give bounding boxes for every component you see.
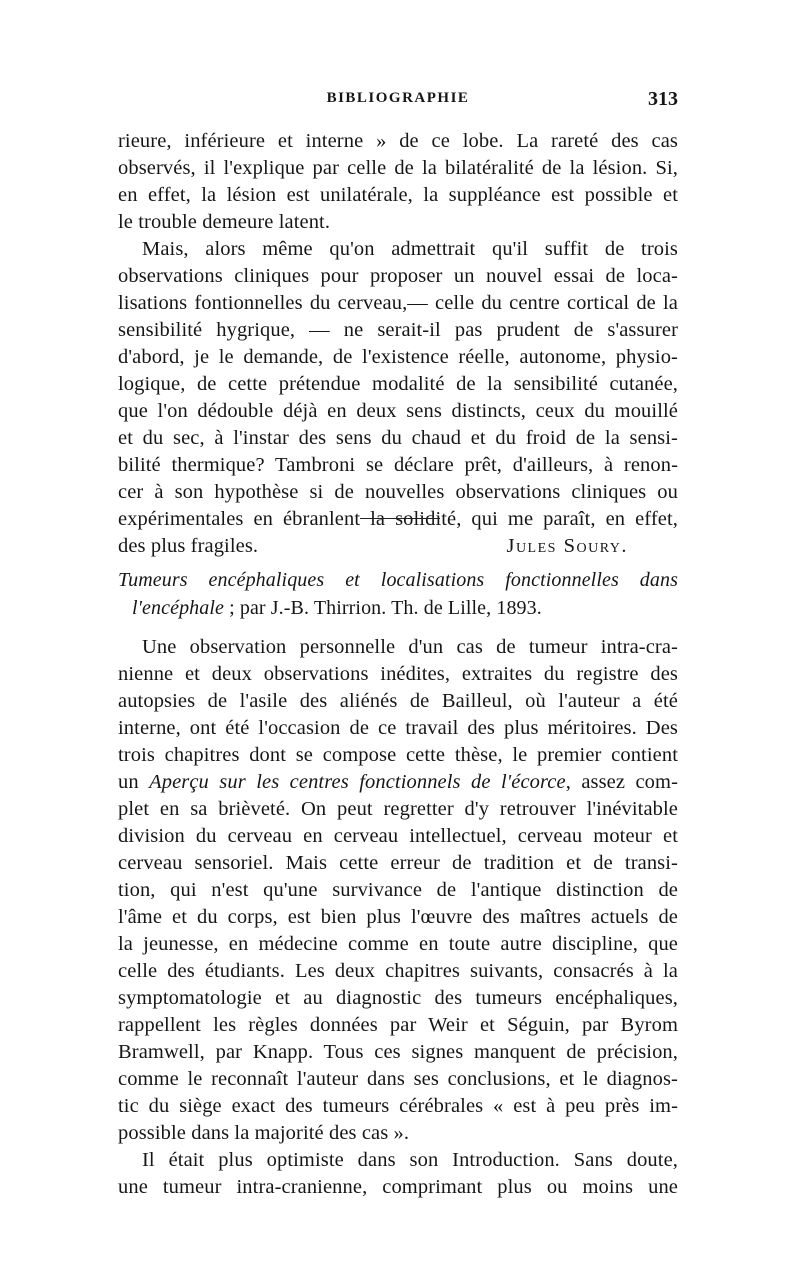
text-line: cerveau sensoriel. Mais cette erreur de tradition et de transi- [118,852,678,874]
text-line: logique, de cette prétendue modalité de la sensibilité cutanée, [118,373,678,395]
text-line [118,769,678,796]
text-line: en effet, la lésion est unilatérale, la suppléance est possible et [118,184,678,206]
text-line: sensibilité hygrique, — ne serait-il pas prudent de s'assurer [118,319,678,341]
text-line: l'âme et du corps, est bien plus l'œuvre des maîtres actuels de [118,906,678,928]
title-italic: l'encéphale [132,597,224,619]
text-line: que l'on dédouble déjà en deux sens distincts, ceux du mouillé [118,400,678,422]
review-1-body [118,128,678,560]
text-line: lisations fontionnelles du cerveau,— celle du centre cortical de la [118,292,678,314]
text-line: d'abord, je le demande, de l'existence réelle, autonome, physio- [118,346,678,368]
running-title: BIBLIOGRAPHIE [326,90,470,106]
text-line: celle des étudiants. Les deux chapitres suivants, consacrés à la [118,960,678,982]
review-2-body [118,634,678,1201]
text-line: tion, qui n'est qu'une survivance de l'antique distinction de [118,879,678,901]
text-fragment: , assez com- [565,771,678,793]
text-line: Mais, alors même qu'on admettrait qu'il suffit de trois [142,238,678,260]
text-line: Bramwell, par Knapp. Tous ces signes manquent de précision, [118,1041,678,1063]
title-line [118,566,678,594]
title-citation: ; par J.-B. Thirrion. Th. de Lille, 1893. [224,597,542,619]
text-line: observations cliniques pour proposer un nouvel essai de loca- [118,265,678,287]
text-line: interne, ont été l'occasion de ce travail des plus méritoires. Des [118,717,678,739]
text-line: Il était plus optimiste dans son Introduction. Sans doute, [142,1149,678,1171]
text-line: et du sec, à l'instar des sens du chaud et du froid de la sensi- [118,427,678,449]
text-line: Une observation personnelle d'un cas de tumeur intra-cra- [142,636,678,658]
text-line: symptomatologie et au diagnostic des tumeurs encéphaliques, [118,987,678,1009]
signature-line [118,533,678,560]
text-line: le trouble demeure latent. [118,211,331,233]
text-line: cer à son hypothèse si de nouvelles observations cliniques ou [118,481,678,503]
text-line: une tumeur intra-cranienne, comprimant plus ou moins une [118,1176,678,1198]
review-2-title [118,566,678,622]
page-number: 313 [648,88,678,110]
text-line: rappellent les règles données par Weir et Séguin, par Byrom [118,1014,678,1036]
text-fragment: un [118,771,150,793]
text-line: division du cerveau en cerveau intellectuel, cerveau moteur et [118,825,678,847]
author-signature: Jules Soury. [506,535,628,557]
text-line: des plus fragiles. [118,535,259,557]
text-line: plet en sa brièveté. On peut regretter d'y retrouver l'inévitable [118,798,678,820]
title-line [118,594,678,622]
page-header [118,90,678,116]
text-line: autopsies de l'asile des aliénés de Bailleul, où l'auteur a été [118,690,678,712]
text-line: rieure, inférieure et interne » de ce lobe. La rareté des cas [118,130,678,152]
text-line: observés, il l'explique par celle de la bilatéralité de la lésion. Si, [118,157,678,179]
section-divider [360,518,440,519]
italic-title: Aperçu sur les centres fonctionnels de l'écorce [149,771,566,793]
text-line: la jeunesse, en médecine comme en toute autre discipline, que [118,933,678,955]
text-line: comme le reconnaît l'auteur dans ses conclusions, et le diagnos- [118,1068,678,1090]
text-line: expérimentales en ébranlent la solidité, qui me paraît, en effet, [118,508,678,530]
text-line: tic du siège exact des tumeurs cérébrales « est à peu près im- [118,1095,678,1117]
text-line: nienne et deux observations inédites, extraites du registre des [118,663,678,685]
text-line: bilité thermique? Tambroni se déclare prêt, d'ailleurs, à renon- [118,454,678,476]
title-italic: Tumeurs encéphaliques et localisations fonctionnelles dans [118,569,678,591]
text-line: possible dans la majorité des cas ». [118,1122,410,1144]
text-line: trois chapitres dont se compose cette thèse, le premier contient [118,744,678,766]
